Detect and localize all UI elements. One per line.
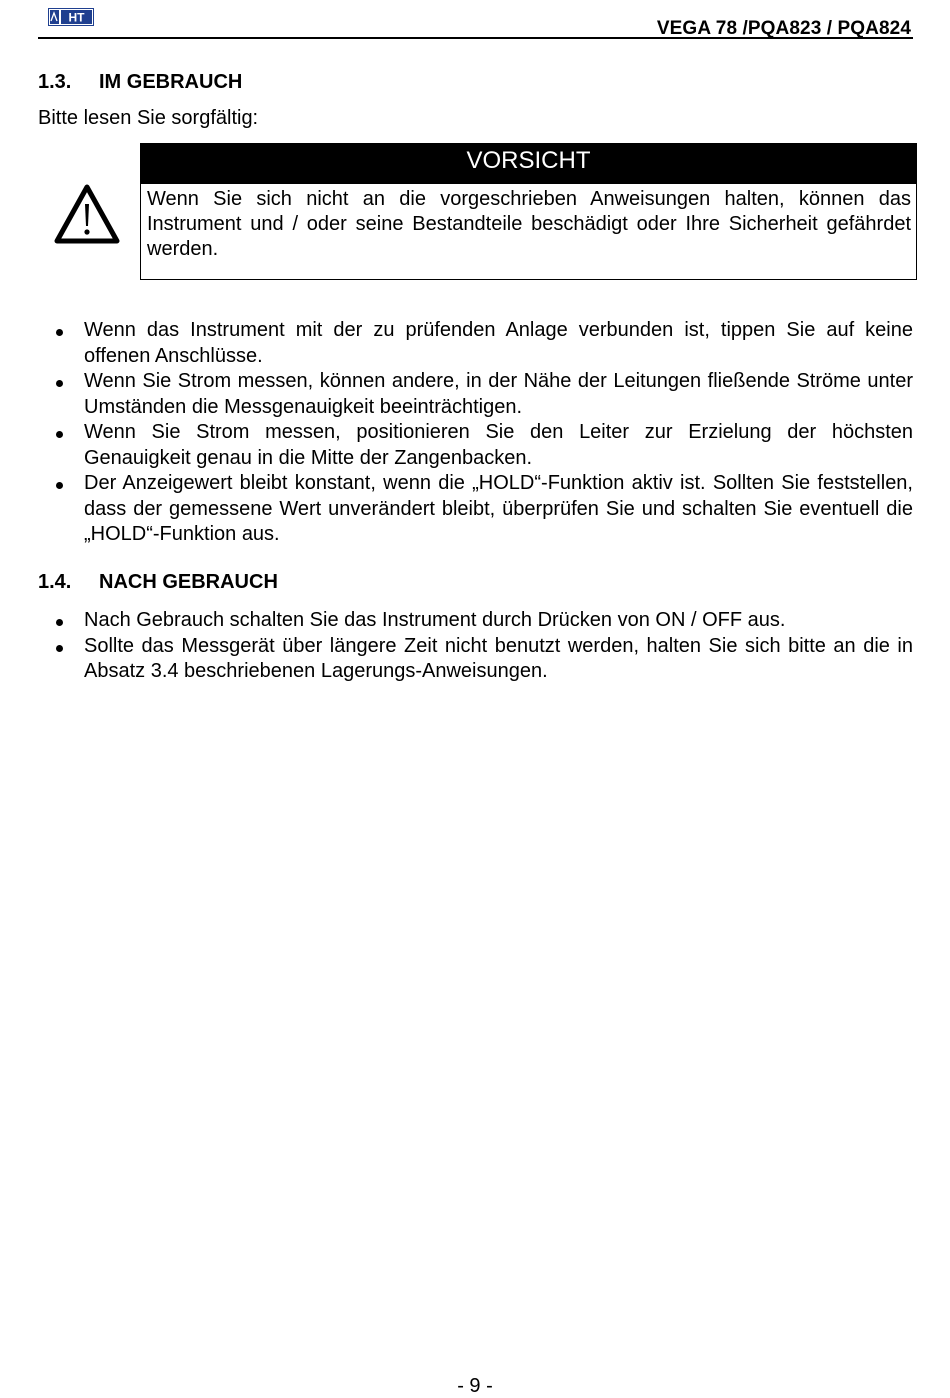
section-title: NACH GEBRAUCH [99,571,278,593]
ht-logo [48,8,94,26]
section-number: 1.4. [38,571,72,593]
list-item: Wenn Sie Strom messen, können andere, in der Nähe der Leitungen fließende Ströme unter Umständen die Messgenauigkeit beeinträchtigen. [0,369,913,420]
section-title: IM GEBRAUCH [99,71,243,93]
list-item: Nach Gebrauch schalten Sie das Instrument durch Drücken von ON / OFF aus. [0,608,913,634]
bullet-icon [56,482,63,489]
bullet-icon [56,619,63,626]
intro-text: Bitte lesen Sie sorgfältig: [38,107,259,129]
list-item: Wenn das Instrument mit der zu prüfenden Anlage verbunden ist, tippen Sie auf keine offenen Anschlüsse. [0,318,913,369]
bullet-icon [56,329,63,336]
caution-text: Wenn Sie sich nicht an die vorgeschrieben Anweisungen halten, können das Instrument und / oder seine Bestandteile beschädigt oder Ihre Sicherheit gefährdet werden. [147,188,911,260]
document-title: VEGA 78 /PQA823 / PQA824 [656,18,911,39]
section-heading-1-4 [38,571,278,594]
page-header [38,6,913,39]
section-heading-1-3 [38,71,242,94]
bullet-icon [56,431,63,438]
after-use-bullet-list [0,608,913,685]
list-item: Der Anzeigewert bleibt konstant, wenn die „HOLD“-Funktion aktiv ist. Sollten Sie feststellen, dass der gemessene Wert unverändert bleibt, überprüfen Sie und schalten Sie eventuell die „HOLD“-Funktion aus. [0,471,913,548]
caution-title: VORSICHT [141,144,916,184]
list-item: Sollte das Messgerät über längere Zeit nicht benutzt werden, halten Sie sich bitte an die in Absatz 3.4 beschriebenen Lagerungs-Anweisungen. [0,634,913,685]
caution-box [140,143,917,280]
page-number: - 9 - [457,1375,493,1397]
bullet-icon [56,645,63,652]
section-number: 1.3. [38,71,72,93]
list-item: Wenn Sie Strom messen, positionieren Sie den Leiter zur Erzielung der höchsten Genauigkeit genau in die Mitte der Zangenbacken. [0,420,913,471]
usage-bullet-list [0,318,913,548]
warning-triangle-icon [54,184,120,244]
bullet-icon [56,380,63,387]
svg-text:HT: HT [68,10,85,25]
